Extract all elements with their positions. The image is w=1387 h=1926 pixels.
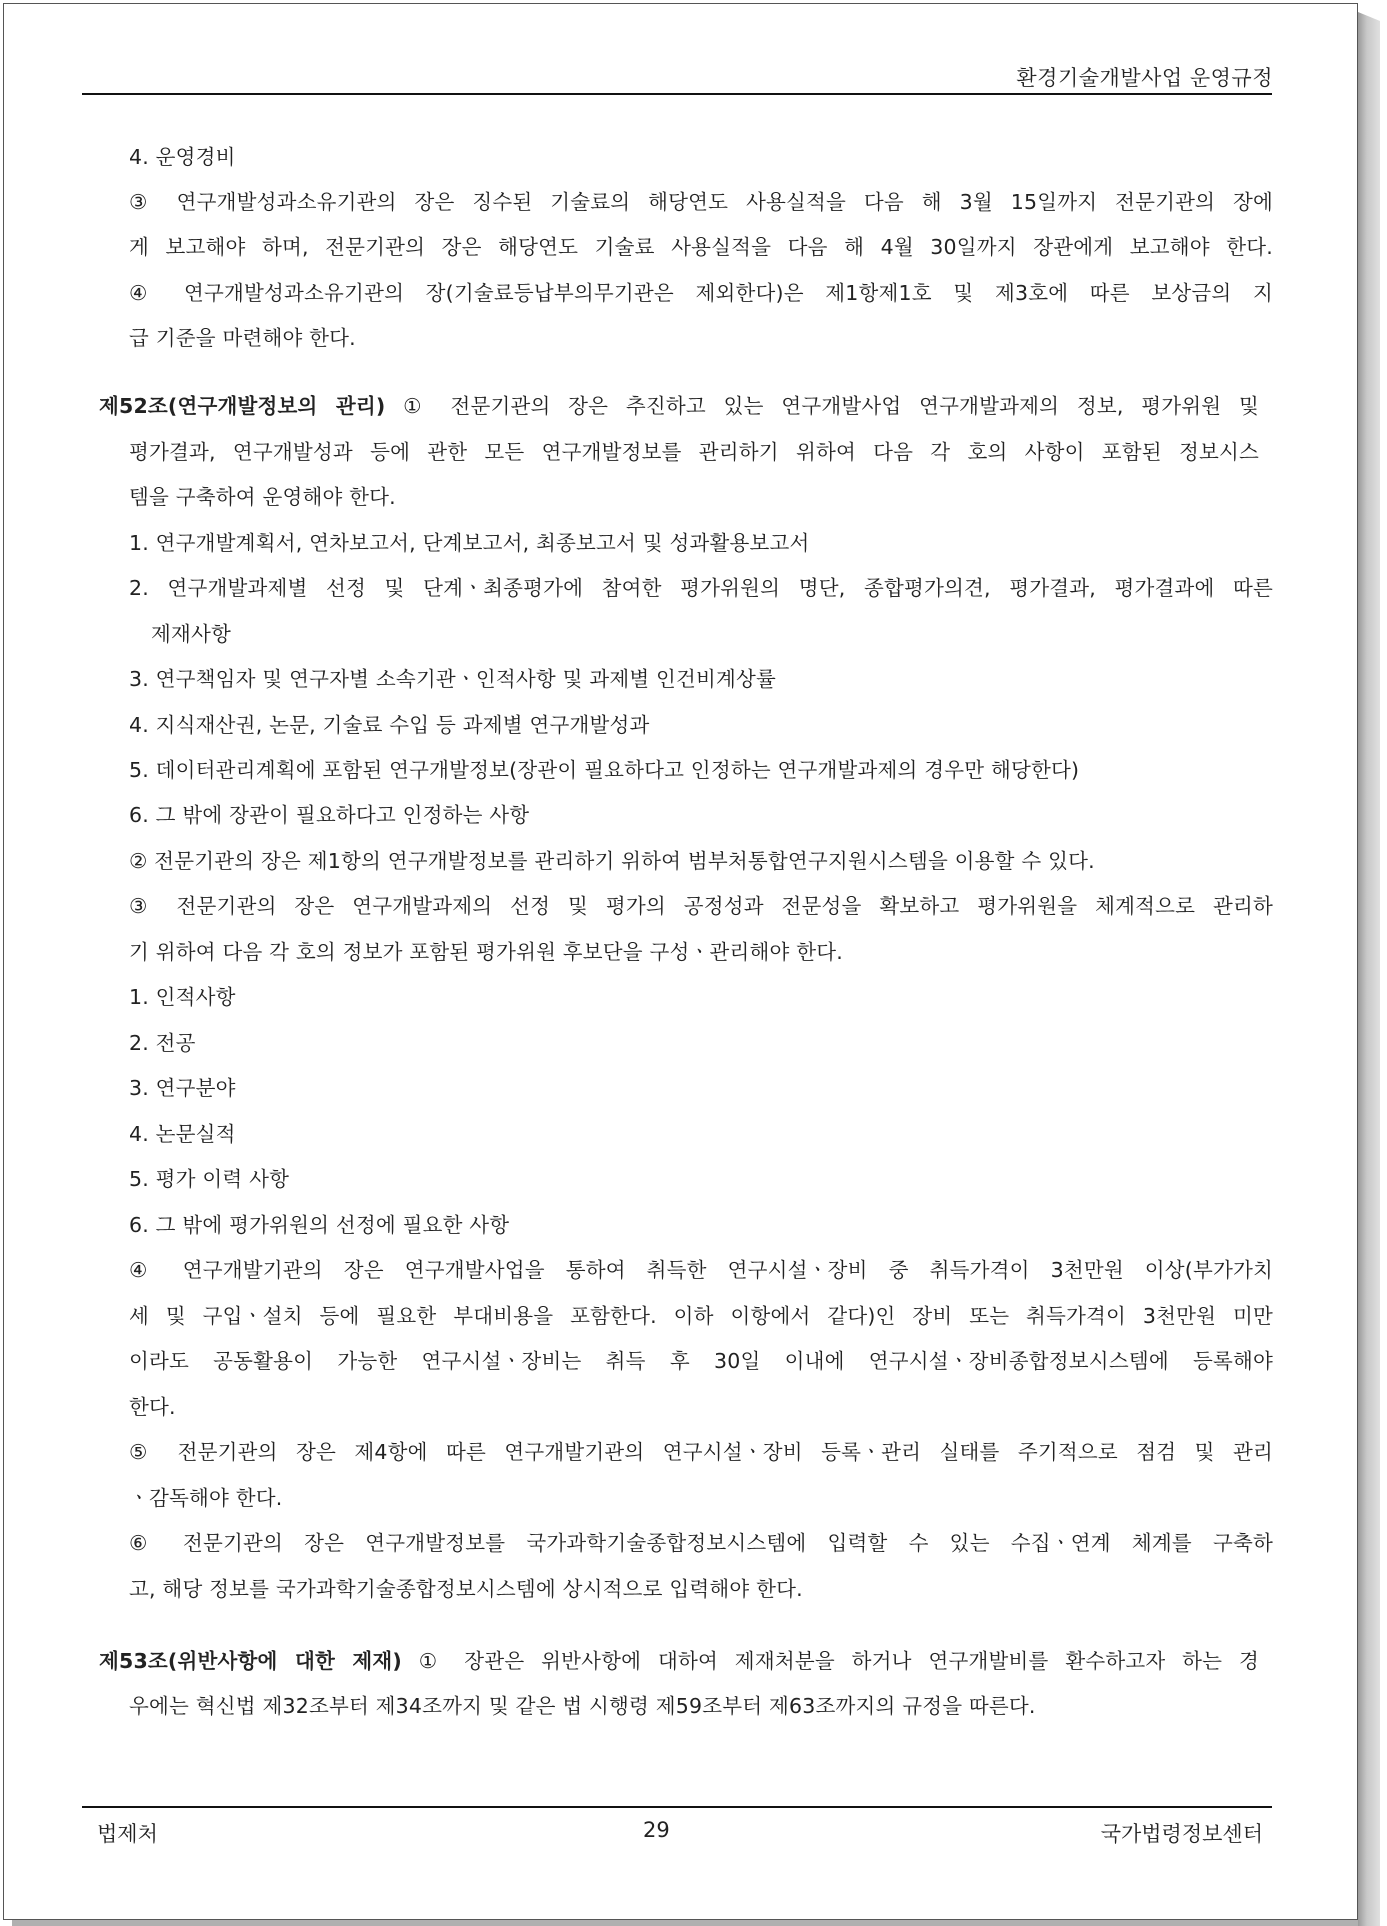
footer-publisher: 법제처 — [97, 1822, 158, 1846]
page-number: 29 — [643, 1818, 670, 1842]
text-line: 3. 연구분야 — [129, 1076, 236, 1100]
text-line: 템을 구축하여 운영해야 한다. — [129, 485, 396, 509]
text-line: 한다. — [129, 1395, 176, 1419]
text-line: 세 및 구입ㆍ설치 등에 필요한 부대비용을 포함한다. 이하 이항에서 같다)인 장비 또는 취득가격이 3천만원 미만 — [129, 1304, 1273, 1328]
text-line: ② 전문기관의 장은 제1항의 연구개발정보를 관리하기 위하여 범부처통합연구지원시스템을 이용할 수 있다. — [129, 849, 1095, 873]
text-line: ⑥ 전문기관의 장은 연구개발정보를 국가과학기술종합정보시스템에 입력할 수 있는 수집ㆍ연계 체계를 구축하 — [129, 1531, 1273, 1555]
text-line: 2. 연구개발과제별 선정 및 단계ㆍ최종평가에 참여한 평가위원의 명단, 종합평가의견, 평가결과, 평가결과에 따른 — [129, 576, 1273, 600]
text-line: 게 보고해야 하며, 전문기관의 장은 해당연도 기술료 사용실적을 다음 해 4월 30일까지 장관에게 보고해야 한다. — [129, 235, 1273, 259]
text-line: 5. 평가 이력 사항 — [129, 1167, 290, 1191]
text-line: 제재사항 — [151, 622, 232, 646]
text-line: 6. 그 밖에 평가위원의 선정에 필요한 사항 — [129, 1213, 510, 1237]
text-line: 이라도 공동활용이 가능한 연구시설ㆍ장비는 취득 후 30일 이내에 연구시설ㆍ장비종합정보시스템에 등록해야 — [129, 1349, 1273, 1373]
footer-source: 국가법령정보센터 — [1100, 1822, 1263, 1846]
text-line: 6. 그 밖에 장관이 필요하다고 인정하는 사항 — [129, 803, 530, 827]
text-line: 4. 지식재산권, 논문, 기술료 수입 등 과제별 연구개발성과 — [129, 713, 650, 737]
text-line: 기 위하여 다음 각 호의 정보가 포함된 평가위원 후보단을 구성ㆍ관리해야 한다. — [129, 940, 843, 964]
header-rule — [82, 93, 1272, 95]
text-line: 고, 해당 정보를 국가과학기술종합정보시스템에 상시적으로 입력해야 한다. — [129, 1577, 803, 1601]
text-line: 4. 운영경비 — [129, 145, 236, 169]
text-line: ③ 전문기관의 장은 연구개발과제의 선정 및 평가의 공정성과 전문성을 확보하고 평가위원을 체계적으로 관리하 — [129, 894, 1273, 918]
text-line: 4. 논문실적 — [129, 1122, 236, 1146]
header-title: 환경기술개발사업 운영규정 — [1016, 66, 1273, 90]
article-53-title: 제53조(위반사항에 대한 제재) — [99, 1649, 402, 1673]
article-52-title: 제52조(연구개발정보의 관리) — [99, 394, 386, 418]
article-53-heading-line: 제53조(위반사항에 대한 제재) ① 장관은 위반사항에 대하여 제재처분을 하거나 연구개발비를 환수하고자 하는 경 — [99, 1649, 1259, 1673]
text-line: ㆍ감독해야 한다. — [129, 1486, 283, 1510]
text-line: 평가결과, 연구개발성과 등에 관한 모든 연구개발정보를 관리하기 위하여 다음 각 호의 사항이 포함된 정보시스 — [129, 440, 1259, 464]
text-line: 1. 인적사항 — [129, 985, 236, 1009]
text-line: ③ 연구개발성과소유기관의 장은 징수된 기술료의 해당연도 사용실적을 다음 해 3월 15일까지 전문기관의 장에 — [129, 190, 1273, 214]
text-line: 5. 데이터관리계획에 포함된 연구개발정보(장관이 필요하다고 인정하는 연구개발과제의 경우만 해당한다) — [129, 758, 1080, 782]
footer-rule — [82, 1806, 1272, 1808]
text-line: 2. 전공 — [129, 1031, 196, 1055]
article-52-heading-line: 제52조(연구개발정보의 관리) ① 전문기관의 장은 추진하고 있는 연구개발사업 연구개발과제의 정보, 평가위원 및 — [99, 394, 1259, 418]
page-shadow-bottom — [12, 1920, 1358, 1926]
text-line: 3. 연구책임자 및 연구자별 소속기관ㆍ인적사항 및 과제별 인건비계상률 — [129, 667, 777, 691]
text-line: 급 기준을 마련해야 한다. — [129, 326, 356, 350]
page-shadow-right — [1358, 12, 1380, 1926]
text-line: 우에는 혁신법 제32조부터 제34조까지 및 같은 법 시행령 제59조부터 제63조까지의 규정을 따른다. — [129, 1694, 1036, 1718]
text-line: ④ 연구개발기관의 장은 연구개발사업을 통하여 취득한 연구시설ㆍ장비 중 취득가격이 3천만원 이상(부가가치 — [129, 1258, 1273, 1282]
text-line: 1. 연구개발계획서, 연차보고서, 단계보고서, 최종보고서 및 성과활용보고서 — [129, 531, 810, 555]
text-line: ⑤ 전문기관의 장은 제4항에 따른 연구개발기관의 연구시설ㆍ장비 등록ㆍ관리 실태를 주기적으로 점검 및 관리 — [129, 1440, 1273, 1464]
text-line: ④ 연구개발성과소유기관의 장(기술료등납부의무기관은 제외한다)은 제1항제1호 및 제3호에 따른 보상금의 지 — [129, 281, 1273, 305]
